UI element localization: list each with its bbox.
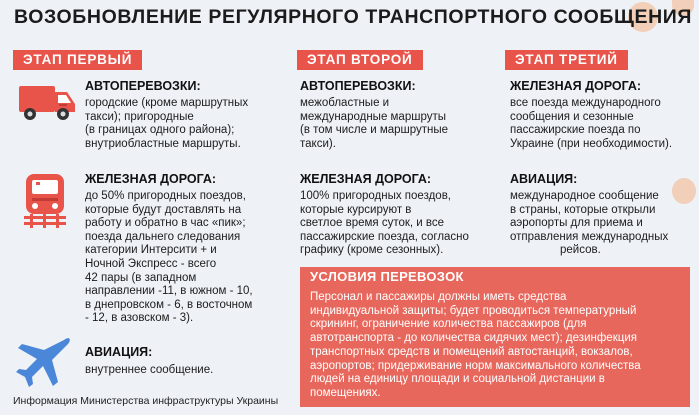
text-line: автотранспорта - до количества сидячих мест); дезинфекция bbox=[310, 332, 637, 345]
stage2-rail-text bbox=[300, 190, 469, 258]
text-line: индивидуальной защиты; будет проводиться температурный bbox=[310, 304, 637, 317]
stage1-auto-text bbox=[85, 97, 248, 151]
text-line: скрининг, ограничение количества пассажиров (для bbox=[310, 318, 587, 331]
text-line: в страны, которые открыли bbox=[510, 203, 656, 216]
text-line: до 50% пригородных поездов, bbox=[85, 190, 246, 202]
stage2-auto-text bbox=[300, 97, 448, 151]
text-line: рейсов. bbox=[560, 244, 601, 257]
text-line: межобластные и bbox=[300, 97, 390, 109]
text-line: людей на единицу площади и социальной дистанции в bbox=[310, 373, 605, 386]
text-line: помещениях. bbox=[310, 386, 381, 399]
text-line: международное сообщение bbox=[510, 190, 659, 202]
text-line: внутриобластные маршруты. bbox=[85, 137, 241, 150]
text-line: отправления международных bbox=[510, 230, 669, 243]
bus-icon bbox=[17, 80, 77, 124]
text-line: которые будут доставлять на bbox=[85, 203, 242, 216]
text-line: направлении -11, в южном - 10, bbox=[85, 285, 253, 298]
text-line: в днепровском - 6, в восточном bbox=[85, 298, 253, 311]
stage3-rail-text bbox=[510, 97, 672, 151]
virus-icon bbox=[672, 178, 696, 204]
text-line: аэропортов; придерживание норм максимального количества bbox=[310, 359, 641, 372]
text-line: категории Интерсити + и bbox=[85, 244, 217, 257]
stage3-rail-header: ЖЕЛЕЗНАЯ ДОРОГА: bbox=[510, 79, 642, 93]
stage1-air-text bbox=[85, 364, 213, 378]
conditions-header: УСЛОВИЯ ПЕРЕВОЗОК bbox=[310, 269, 464, 284]
text-line: международные маршруты bbox=[300, 110, 447, 123]
stage2-rail-header: ЖЕЛЕЗНАЯ ДОРОГА: bbox=[300, 172, 432, 186]
airplane-icon bbox=[14, 336, 72, 388]
text-line: городские (кроме маршрутных bbox=[85, 97, 249, 109]
text-line: - 12, в азовском - 3). bbox=[85, 312, 194, 325]
text-line: 100% пригородных поездов, bbox=[300, 190, 451, 202]
stage-label-1: ЭТАП ПЕРВЫЙ bbox=[13, 50, 142, 70]
text-line: 42 пары (в западном bbox=[85, 271, 197, 284]
text-line: работу и обратно в час «пик»; bbox=[85, 217, 246, 230]
text-line: такси). bbox=[300, 137, 336, 150]
text-line: которые курсируют в bbox=[300, 203, 412, 216]
page-title: ВОЗОБНОВЛЕНИЕ РЕГУЛЯРНОГО ТРАНСПОРТНОГО СООБЩЕНИЯ bbox=[14, 6, 693, 28]
stage3-air-text bbox=[510, 190, 668, 258]
stage1-rail-text bbox=[85, 190, 253, 326]
text-line: Персонал и пассажиры должны иметь средства bbox=[310, 291, 567, 303]
text-line: Ночной Экспресс - всего bbox=[85, 257, 217, 270]
text-line: все поезда международного bbox=[510, 97, 661, 109]
conditions-text bbox=[310, 291, 682, 401]
stage-label-3: ЭТАП ТРЕТИЙ bbox=[505, 50, 628, 70]
stage1-rail-header: ЖЕЛЕЗНАЯ ДОРОГА: bbox=[85, 172, 217, 186]
stage-label-2: ЭТАП ВТОРОЙ bbox=[297, 50, 423, 70]
text-line: транспортных средств и помещений автостанций, вокзалов, bbox=[310, 345, 633, 358]
stage3-air-header: АВИАЦИЯ: bbox=[510, 172, 578, 186]
text-line: пассажирские поезда по bbox=[510, 124, 641, 137]
train-icon bbox=[22, 172, 68, 230]
text-line: Украине (при необходимости). bbox=[510, 137, 673, 150]
text-line: (в границах одного района); bbox=[85, 124, 235, 137]
stage2-auto-header: АВТОПЕРЕВОЗКИ: bbox=[300, 79, 416, 93]
text-line: аэропорты для приема и bbox=[510, 217, 643, 230]
text-line: пассажирские поезда, согласно bbox=[300, 230, 469, 243]
text-line: светлое время суток, и все bbox=[300, 217, 445, 230]
text-line: такси); пригородные bbox=[85, 110, 194, 123]
text-line: сообщения и сезонные bbox=[510, 110, 634, 123]
text-line: графику (кроме сезонных). bbox=[300, 244, 444, 257]
text-line: поезда дальнего следования bbox=[85, 230, 241, 243]
text-line: (в том числе и маршрутные bbox=[300, 124, 449, 137]
text-line: внутреннее сообщение. bbox=[85, 364, 214, 376]
stage1-auto-header: АВТОПЕРЕВОЗКИ: bbox=[85, 79, 201, 93]
source-note: Информация Министерства инфраструктуры Украины bbox=[13, 395, 279, 407]
stage1-air-header: АВИАЦИЯ: bbox=[85, 345, 153, 359]
